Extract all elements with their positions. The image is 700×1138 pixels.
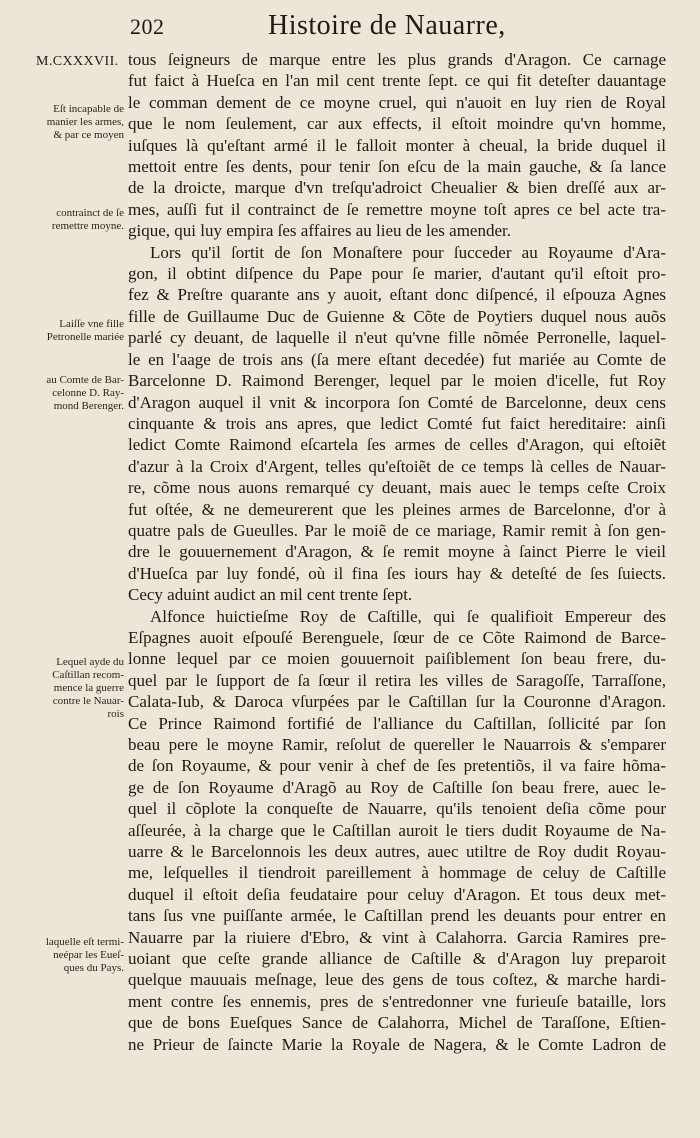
text-line: Eſpagnes auoit eſpouſé Berenguele, ſœur de ce Cõte Raimond de Barce- <box>128 627 666 647</box>
text-line: re, cõme nous auons remarqué cy deuant, mais auec le temps ceſte Croix <box>128 478 666 498</box>
text-line: gique, qui luy empira ſes affaires au lieu de les amender. <box>128 221 511 241</box>
text-line: cinquante & trois ans apres, que ledict Comté fut faict hereditaire: ainſi <box>128 413 666 433</box>
text-line: d'Hueſca par luy fondé, où il fina ſes iours hay & deteſté de ſes ſuiects. <box>128 563 666 583</box>
text-line: d'Aragon auquel il vnit & incorpora ſon Comté de Barcelonne, deux cens <box>128 392 666 412</box>
side-note-line: neépar les Eueſ- <box>53 949 124 961</box>
text-line: beau pere le moyne Ramir, reſolut de quereller le Nauarrois & s'emparer <box>128 735 666 754</box>
text-line: de la droicte, marque d'vn treſqu'adroict Cheualier & bien dreſſé aux ar- <box>128 178 666 198</box>
text-line: lonne lequel par ce moien gouuernoit paiſiblement ſon beau frere, du- <box>128 649 666 669</box>
text-line: d'azur à la Croix d'Argent, telles qu'eſtoiẽt de ce temps là celles de Nauar- <box>128 456 666 476</box>
text-line: fez & Preſtre quarante ans y auoit, eſtant donc diſpencé, il eſpouza Agnes <box>128 285 666 305</box>
side-note-line: Eſt incapable de <box>53 103 124 115</box>
text-line: duquel il eſtoit deſia feudataire pour celuy d'Aragon. Et tous deux met- <box>128 884 666 904</box>
text-line: que le nom ſeulement, car aux effects, il eſtoit moindre qu'vn homme, <box>128 114 666 134</box>
text-line: ne Prieur de ſaincte Marie la Royale de Nagera, & le Comte Ladron de <box>128 1034 666 1054</box>
text-line: Cecy aduint audict an mil cent trente ſept. <box>128 585 413 605</box>
text-line: le en l'aage de trois ans (ſa mere eſtant decedée) fut mariée au Comte de <box>128 349 666 369</box>
side-note-2 <box>32 207 124 233</box>
text-line: uarre & le Barcelonnois les deux autres, auec utiltre de Roy dudit Royau- <box>128 842 666 862</box>
side-note-6 <box>32 936 124 975</box>
side-note-line: remettre moyne. <box>51 220 124 232</box>
side-note-line: rois <box>107 708 124 720</box>
text-line: ge de ſon Royaume d'Aragõ au Roy de Caſtille ſon beau frere, auec le- <box>128 777 666 797</box>
side-note-line: laquelle eſt termi- <box>45 936 124 948</box>
text-line: mettoit entre ſes dents, pour tenir ſon eſcu de la main gauche, & ſa lance <box>128 157 666 177</box>
margin-year: M.CXXXVII. <box>36 54 119 69</box>
side-note-line: mond Berenger. <box>53 400 124 412</box>
text-line: quatre pals de Gueulles. Par le moiẽ de ce mariage, Ramir remit à ſon gen- <box>128 520 666 540</box>
text-line: gon, il obtint diſpence du Pape pour ſe marier, d'autant qu'il eſtoit pro- <box>128 264 666 284</box>
text-line: le comman dement de ce moyne cruel, qui n'auoit en luy rien de Royal <box>128 92 666 112</box>
text-line: fille de Guillaume Duc de Guienne & Cõte de Poytiers duquel nous auõs <box>128 306 666 326</box>
text-line: Lors qu'il ſortit de ſon Monaſtere pour ſucceder au Royaume d'Ara- <box>150 242 666 262</box>
side-note-line: mence la guerre <box>53 682 124 694</box>
text-line: mes, auſſi fut il contrainct de ſe remettre moyne toſt apres ce bel acte tra- <box>128 199 666 219</box>
side-note-line: Lequel ayde du <box>56 656 124 668</box>
text-line: de ſon Royaume, & pour venir à chef de ſes pretentiõs, il va faire hõma- <box>128 756 666 776</box>
text-line: iuſques là qu'eſtant armé il le falloit monter à cheual, la bride duquel il <box>128 135 666 155</box>
side-note-line: ques du Pays. <box>63 962 124 974</box>
side-note-line: contre le Nauar- <box>52 695 124 707</box>
side-note-line: manier les armes, <box>46 116 124 128</box>
text-line: tous ſeigneurs de marque entre les plus grands d'Aragon. Ce carnage <box>128 50 666 69</box>
side-note-line: celonne D. Ray- <box>52 387 124 399</box>
side-note-line: au Comte de Bar- <box>46 374 124 386</box>
text-line: aſſeurée, à la charge que le Caſtillan auroit le tiers dudit Royaume de Na- <box>128 820 666 840</box>
text-line: Nauarre par la riuiere d'Ebro, & vint à Calahorra. Garcia Ramires pre- <box>128 927 666 947</box>
side-note-3 <box>32 318 124 344</box>
side-note-line: contrainct de ſe <box>56 207 124 219</box>
text-line: fut faict à Hueſca en l'an mil cent trente ſept. ce qui fit deteſter dauantage <box>128 71 666 91</box>
text-line: ledict Comte Raimond eſcartela ſes armes de celles d'Aragon, qui eſtoiẽt <box>128 435 666 455</box>
side-note-4 <box>32 374 124 413</box>
text-line: ment contre ſes ennemis, pres de s'entredonner vne furieuſe bataille, lors <box>128 991 666 1011</box>
side-note-line: Caſtillan recom- <box>52 669 124 681</box>
text-line: tans ſus vne puiſſante armée, le Caſtillan prend les deuants pour entrer en <box>128 906 666 926</box>
text-line: uoiant que ceſte grande alliance de Caſtille & d'Aragon luy preparoit <box>128 949 666 969</box>
side-note-1 <box>32 103 124 142</box>
text-line: Barcelonne D. Raimond Berenger, lequel par le moien d'icelle, fut Roy <box>128 371 666 391</box>
side-note-line: Petronelle mariée <box>46 331 124 343</box>
body-text <box>128 49 666 1055</box>
side-note-line: & par ce moyen <box>53 129 124 141</box>
text-line: quel il cõplote la conqueſte de Nauarre, qu'ils tenoient deſia cõme pour <box>128 799 666 819</box>
text-line: fut oſtée, & ne demeurerent que les pleines armes de Barcelonne, d'or à <box>128 499 666 519</box>
side-note-5 <box>32 656 124 721</box>
text-line: Calata-Iub, & Daroca vſurpées par le Caſtillan ſur la Couronne d'Aragon. <box>128 692 666 712</box>
text-line: quelque mauuais meſnage, leue des gens de tous coſtez, & marche hardi- <box>128 970 666 990</box>
text-line: parlé cy deuant, de laquelle il n'eut qu'vne fille nõmée Perronelle, laquel- <box>128 328 666 348</box>
running-title: Histoire de Nauarre, <box>268 10 506 41</box>
side-note-line: Laiſſe vne fille <box>59 318 124 330</box>
page-number: 202 <box>130 14 165 39</box>
text-line: Alfonce huictieſme Roy de Caſtille, qui ſe qualifioit Empereur des <box>150 606 666 626</box>
text-line: dre le gouuernement d'Aragon, & ſe remit moyne à ſainct Pierre le vieil <box>128 542 666 562</box>
text-line: me, leſquelles il tiendroit pareillement à hommage de celuy de Caſtille <box>128 863 666 883</box>
text-line: quel par le ſupport de ſa ſœur il retira les villes de Saragoſſe, Tarraſſone, <box>128 670 666 690</box>
text-line: Ce Prince Raimond fortifié de l'alliance du Caſtillan, ſollicité par ſon <box>128 713 666 733</box>
text-line: que de bons Eueſques Sance de Calahorra, Michel de Taraſſone, Eſtien- <box>128 1013 666 1033</box>
